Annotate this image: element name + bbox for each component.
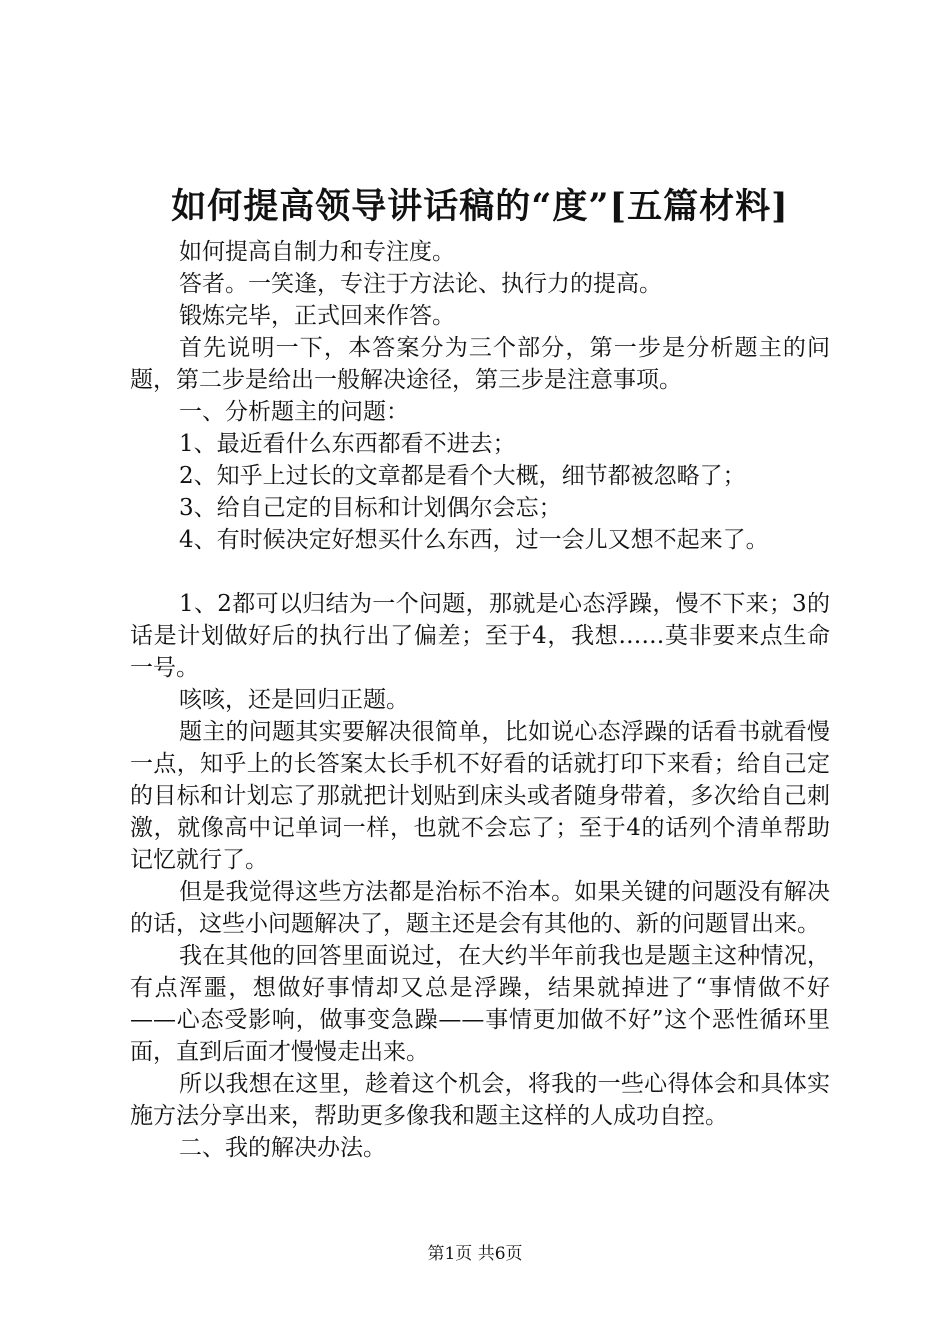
list-item: 3、给自己定的目标和计划偶尔会忘； [179,495,562,521]
paragraph: 如何提高自制力和专注度。 [179,239,455,265]
section-heading: 二、我的解决办法。 [179,1135,386,1161]
page-footer: 第1页 共6页 [427,1244,523,1264]
paragraph: 但是我觉得这些方法都是治标不治本。如果关键的问题没有解决的话，这些小问题解决了，题主还是会有其他的、新的问题冒出来。 [130,879,830,937]
paragraph: 题主的问题其实要解决很简单，比如说心态浮躁的话看书就看慢一点，知乎上的长答案太长手机不好看的话就打印下来看；给自己定的目标和计划忘了那就把计划贴到床头或者随身带着，多次给自己刺激，就像高中记单词一样，也就不会忘了；至于4的话列个清单帮助记忆就行了。 [130,719,830,873]
paragraph: 1、2都可以归结为一个问题，那就是心态浮躁，慢不下来；3的话是计划做好后的执行出了偏差；至于4，我想……莫非要来点生命一号。 [130,591,830,681]
section-heading: 一、分析题主的问题： [179,399,409,425]
list-item: 2、知乎上过长的文章都是看个大概，细节都被忽略了； [179,463,746,489]
blank-line [130,556,830,588]
paragraph: 所以我想在这里，趁着这个机会，将我的一些心得体会和具体实施方法分享出来，帮助更多像我和题主这样的人成功自控。 [130,1071,830,1129]
document-body [130,236,830,1164]
paragraph: 答者。一笑逢，专注于方法论、执行力的提高。 [179,271,662,297]
paragraph: 锻炼完毕，正式回来作答。 [179,303,455,329]
paragraph: 首先说明一下，本答案分为三个部分，第一步是分析题主的问题，第二步是给出一般解决途径，第三步是注意事项。 [130,335,830,393]
document-title: 如何提高领导讲话稿的“度”[五篇材料] [171,186,789,227]
list-item: 1、最近看什么东西都看不进去； [179,431,516,457]
list-item: 4、有时候决定好想买什么东西，过一会儿又想不起来了。 [179,527,769,553]
paragraph: 咳咳，还是回归正题。 [179,687,409,713]
paragraph: 我在其他的回答里面说过，在大约半年前我也是题主这种情况，有点浑噩，想做好事情却又总是浮躁，结果就掉进了“事情做不好——心态受影响，做事变急躁——事情更加做不好”这个恶性循环里面，直到后面才慢慢走出来。 [130,943,830,1065]
